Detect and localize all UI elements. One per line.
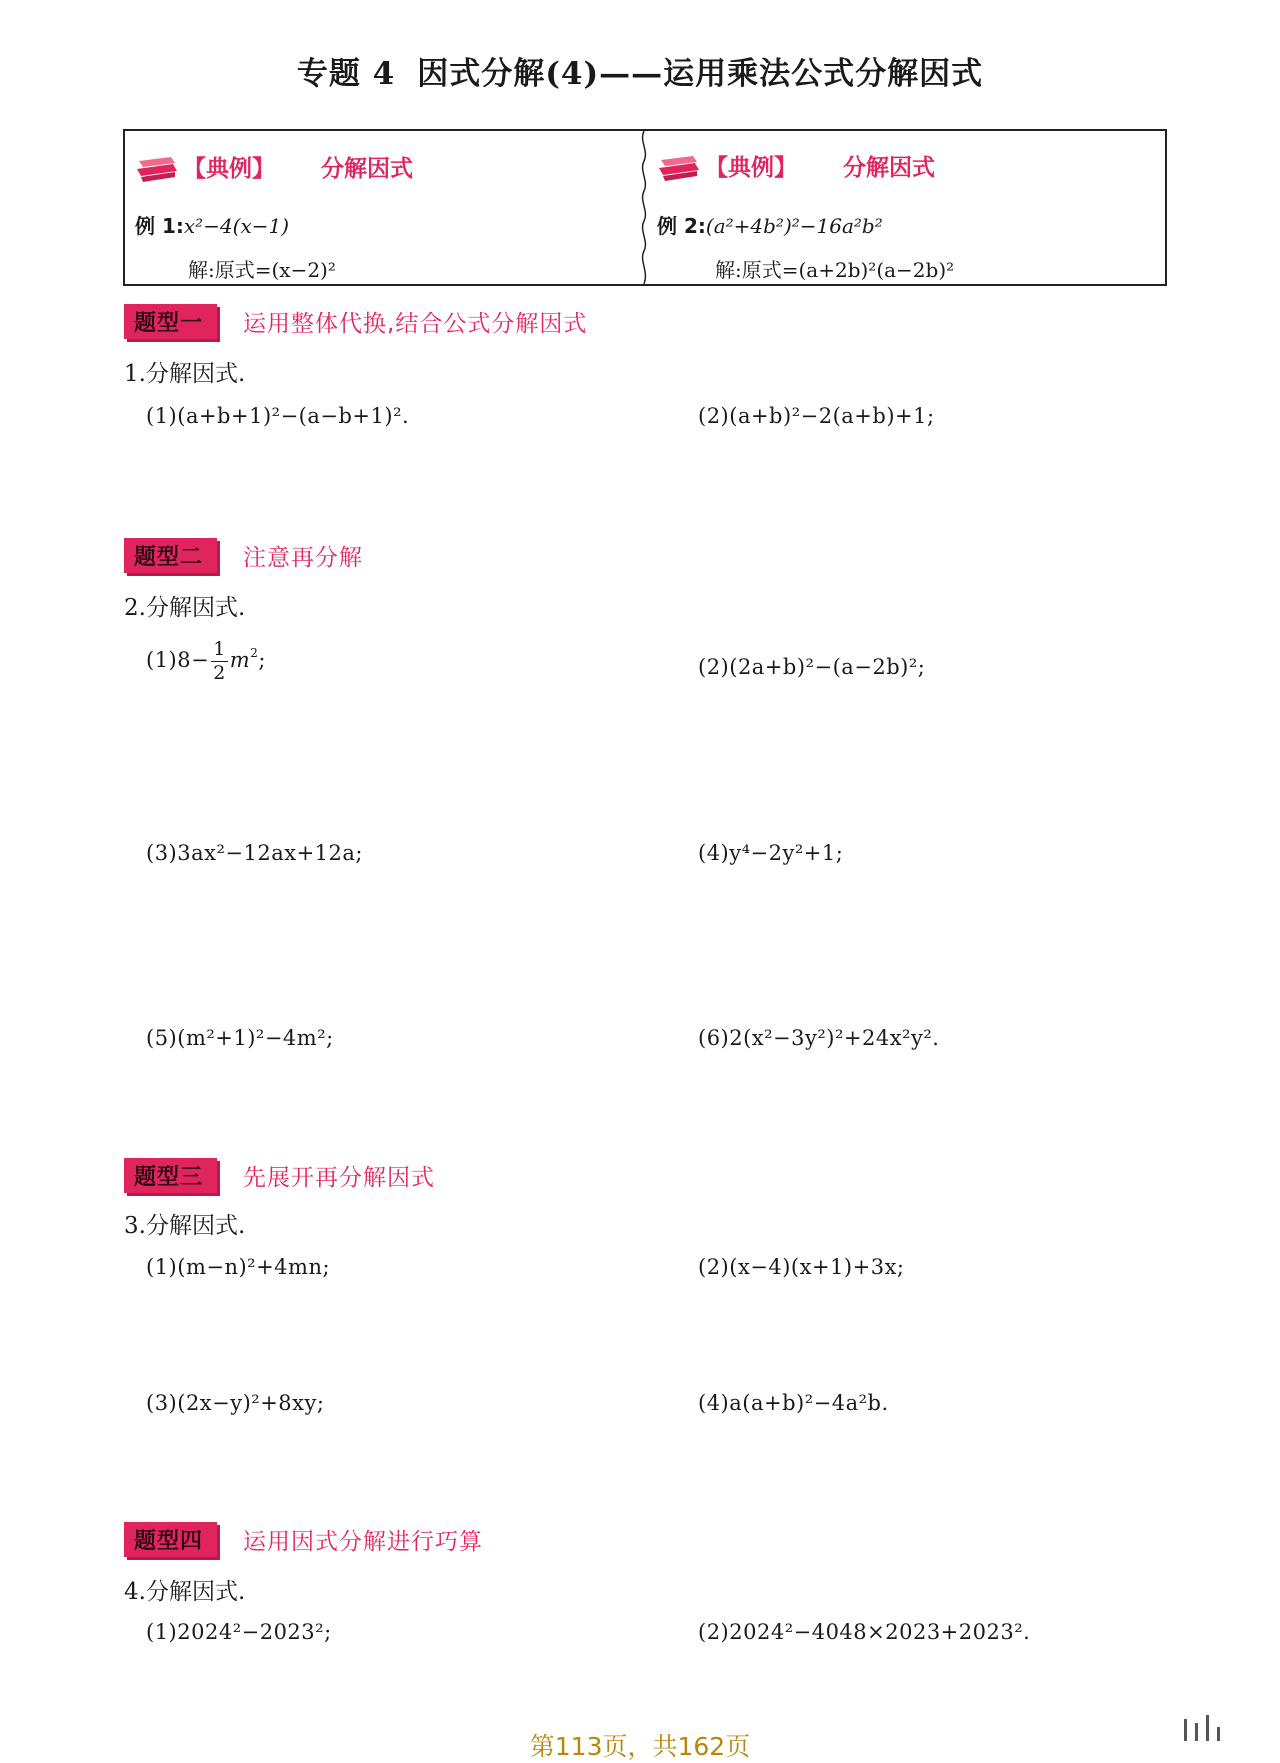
example-2-expr: (a²+4b²)²−16a²b²: [705, 214, 883, 238]
section-3-header: [124, 1158, 435, 1193]
question-2: 2.分解因式.: [124, 595, 246, 621]
question-item: (1)(m−n)²+4mn;: [146, 1255, 331, 1279]
example-2-label: 例 2:: [657, 214, 706, 238]
question-item: (4)y⁴−2y²+1;: [698, 841, 844, 865]
question-item: (6)2(x²−3y²)²+24x²y².: [698, 1026, 940, 1050]
example-1-solution: 解:原式=(x−2)²: [188, 258, 336, 282]
example-divider: [637, 131, 651, 284]
question-item: (1)8− $\frac{1}{2}$ $m^2$;: [146, 638, 266, 684]
section-title: 注意再分解: [243, 545, 364, 571]
section-title: 运用整体代换,结合公式分解因式: [243, 311, 588, 337]
section-tag: 题型三: [124, 1158, 217, 1193]
example-right-header: [657, 149, 935, 182]
question-item: (2)(a+b)²−2(a+b)+1;: [698, 404, 935, 428]
example-2-line: [657, 210, 883, 239]
book-icon: [657, 150, 701, 182]
section-tag: 题型二: [124, 538, 217, 573]
example-tag: 【典例】: [183, 155, 275, 182]
section-1-header: [124, 304, 587, 339]
question-3: 3.分解因式.: [124, 1213, 246, 1239]
section-4-header: [124, 1522, 483, 1557]
example-2-solution: 解:原式=(a+2b)²(a−2b)²: [715, 258, 955, 282]
example-tag: 【典例】: [705, 154, 797, 181]
question-item: (1)2024²−2023²;: [146, 1620, 332, 1644]
question-item: (1)(a+b+1)²−(a−b+1)².: [146, 404, 410, 428]
example-topic: 分解因式: [321, 155, 413, 182]
example-1-line: [135, 210, 289, 239]
title-prefix: 专题 4: [296, 56, 396, 92]
book-icon: [135, 151, 179, 183]
title-main: 因式分解(4)——运用乘法公式分解因式: [417, 56, 984, 92]
section-2-header: [124, 538, 363, 573]
fraction-denominator: 2: [213, 662, 226, 684]
question-1: 1.分解因式.: [124, 361, 246, 387]
question-item: (5)(m²+1)²−4m²;: [146, 1026, 334, 1050]
fraction-numerator: 1: [213, 638, 226, 660]
question-item: (2)(x−4)(x+1)+3x;: [698, 1255, 905, 1279]
section-tag: 题型四: [124, 1522, 217, 1557]
question-item: (2)2024²−4048×2023+2023².: [698, 1620, 1031, 1644]
example-topic: 分解因式: [843, 154, 935, 181]
section-title: 运用因式分解进行巧算: [243, 1529, 484, 1555]
example-left-header: [135, 150, 413, 183]
scroll-indicator: [1184, 1715, 1220, 1741]
example-1-label: 例 1:: [135, 214, 184, 238]
section-title: 先展开再分解因式: [243, 1165, 436, 1191]
question-4: 4.分解因式.: [124, 1579, 246, 1605]
question-item: (2)(2a+b)²−(a−2b)²;: [698, 655, 926, 679]
section-tag: 题型一: [124, 304, 217, 339]
page-title: [0, 48, 1280, 93]
question-item: (3)(2x−y)²+8xy;: [146, 1391, 325, 1415]
fraction: [211, 640, 228, 683]
page-counter: 第113页，共162页: [529, 1732, 751, 1761]
question-item: (3)3ax²−12ax+12a;: [146, 841, 363, 865]
example-1-expr: x²−4(x−1): [183, 214, 290, 238]
question-item: (4)a(a+b)²−4a²b.: [698, 1391, 889, 1415]
